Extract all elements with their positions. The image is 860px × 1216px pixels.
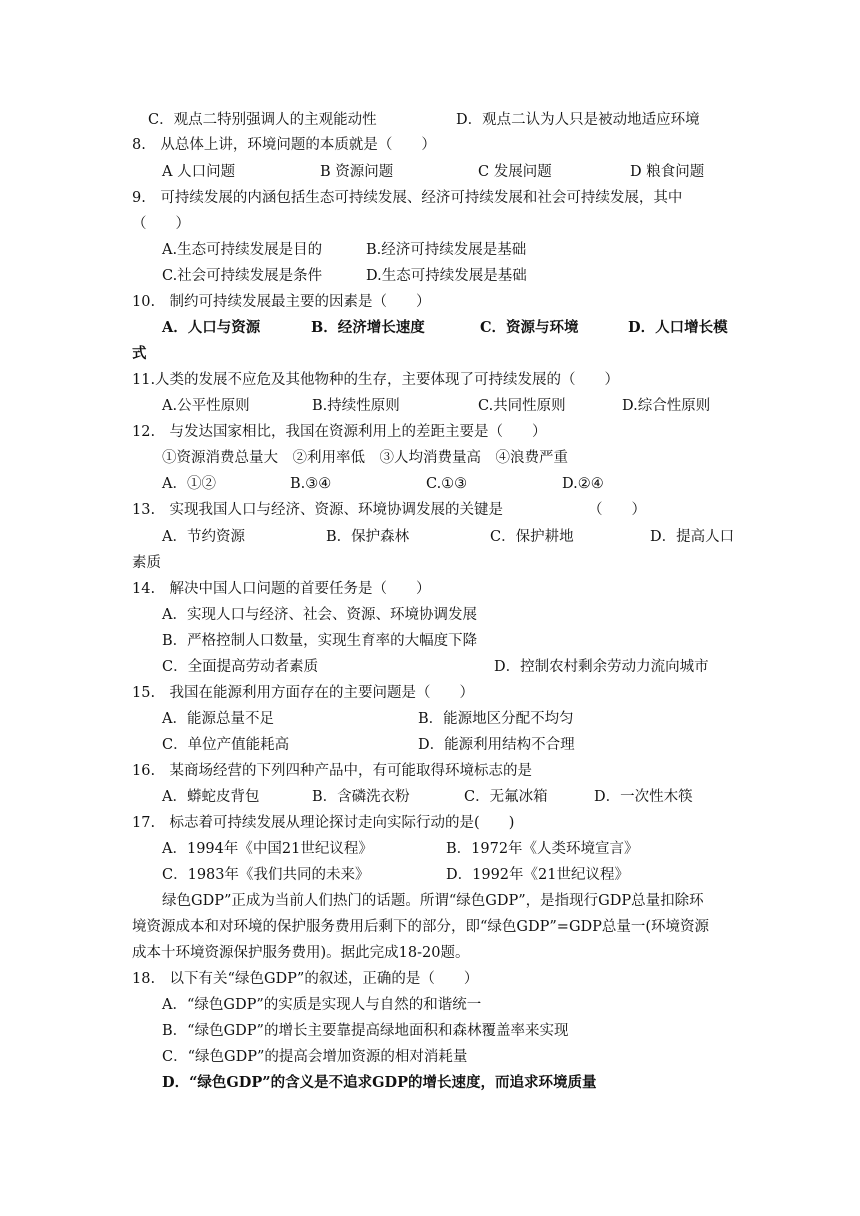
q7-option-c: C．观点二特别强调人的主观能动性 [148, 112, 377, 128]
q18-option-a: A．“绿色GDP”的实质是实现人与自然的和谐统一 [162, 997, 482, 1013]
q10-option-c: C．资源与环境 [480, 319, 579, 336]
q8-option-b: B 资源问题 [320, 164, 394, 180]
q13-option-b: B．保护森林 [326, 529, 410, 545]
q8-option-c: C 发展问题 [478, 164, 552, 180]
q11-option-b: B.持续性原则 [312, 398, 400, 414]
q11-option-d: D.综合性原则 [622, 398, 711, 414]
q8-option-d: D 粮食问题 [630, 164, 705, 180]
q9-option-c: C.社会可持续发展是条件 [162, 268, 323, 284]
passage-line-1: 绿色GDP”正成为当前人们热门的话题。所谓“绿色GDP”，是指现行GDP总量扣除环 [162, 893, 704, 909]
q9-stem-line-2: （ ） [132, 216, 190, 232]
passage-line-2: 境资源成本和对环境的保护服务费用后剩下的部分，即“绿色GDP”=GDP总量一(环境资源 [132, 919, 710, 935]
q15-option-c: C．单位产值能耗高 [162, 737, 290, 753]
q15-option-a: A．能源总量不足 [162, 711, 274, 727]
q10-option-d-wrap: 式 [132, 345, 147, 362]
q13-option-a: A．节约资源 [162, 529, 245, 545]
q18-option-d: D．“绿色GDP”的含义是不追求GDP的增长速度，而追求环境质量 [162, 1074, 597, 1091]
q16-stem: 16. 某商场经营的下列四种产品中，有可能取得环境标志的是 [132, 763, 533, 779]
q13-stem: 13. 实现我国人口与经济、资源、环境协调发展的关键是 [132, 502, 504, 518]
q13-option-d: D．提高人口 [650, 529, 735, 545]
q16-option-c: C．无氟冰箱 [464, 789, 548, 805]
q17-stem: 17. 标志着可持续发展从理论探讨走向实际行动的是( ) [132, 815, 515, 831]
q14-option-b: B．严格控制人口数量，实现生育率的大幅度下降 [162, 633, 478, 649]
q17-option-b: B．1972年《人类环境宣言》 [446, 841, 639, 857]
q15-option-d: D．能源利用结构不合理 [418, 737, 575, 753]
q16-option-d: D．一次性木筷 [594, 789, 693, 805]
q14-option-c: C．全面提高劳动者素质 [162, 659, 319, 675]
q8-stem: 8. 从总体上讲，环境问题的本质就是（ ） [132, 137, 436, 153]
q9-option-b: B.经济可持续发展是基础 [366, 242, 527, 258]
q10-option-d: D．人口增长模 [628, 319, 728, 336]
q10-option-a: A．人口与资源 [162, 319, 261, 336]
q8-option-a: A 人口问题 [162, 164, 236, 180]
q15-stem: 15. 我国在能源利用方面存在的主要问题是（ ） [132, 685, 475, 701]
q12-stem: 12. 与发达国家相比，我国在资源利用上的差距主要是（ ） [132, 424, 547, 440]
q13-option-c: C．保护耕地 [490, 529, 574, 545]
q14-option-a: A．实现人口与经济、社会、资源、环境协调发展 [162, 607, 477, 623]
q9-option-d: D.生态可持续发展是基础 [366, 268, 527, 284]
q9-stem-line-1: 9. 可持续发展的内涵包括生态可持续发展、经济可持续发展和社会可持续发展，其中 [132, 190, 683, 206]
q18-option-b: B．“绿色GDP”的增长主要靠提高绿地面积和森林覆盖率来实现 [162, 1023, 569, 1039]
q13-answer-paren: （ ） [588, 502, 646, 518]
q17-option-a: A．1994年《中国21世纪议程》 [162, 841, 373, 857]
q18-stem: 18. 以下有关“绿色GDP”的叙述，正确的是（ ） [132, 971, 479, 987]
q16-option-a: A．蟒蛇皮背包 [162, 789, 260, 805]
q11-stem: 11.人类的发展不应危及其他物种的生存，主要体现了可持续发展的（ ） [132, 372, 620, 388]
q18-option-c: C．“绿色GDP”的提高会增加资源的相对消耗量 [162, 1049, 468, 1065]
q13-option-d-wrap: 素质 [132, 555, 161, 571]
q9-option-a: A.生态可持续发展是目的 [162, 242, 323, 258]
q12-option-d: D.②④ [562, 476, 604, 492]
q12-option-c: C.①③ [426, 476, 468, 492]
q10-stem: 10. 制约可持续发展最主要的因素是（ ） [132, 294, 431, 310]
q11-option-a: A.公平性原则 [162, 398, 250, 414]
q12-items: ①资源消费总量大 ②利用率低 ③人均消费量高 ④浪费严重 [162, 450, 568, 466]
q17-option-d: D．1992年《21世纪议程》 [446, 867, 629, 883]
q12-option-b: B.③④ [290, 476, 332, 492]
q17-option-c: C．1983年《我们共同的未来》 [162, 867, 370, 883]
q14-stem: 14. 解决中国人口问题的首要任务是（ ） [132, 581, 431, 597]
q10-option-b: B．经济增长速度 [311, 319, 425, 336]
passage-line-3: 成本十环境资源保护服务费用)。据此完成18-20题。 [132, 945, 470, 961]
q14-option-d: D．控制农村剩余劳动力流向城市 [494, 659, 709, 675]
q11-option-c: C.共同性原则 [478, 398, 566, 414]
q12-option-a: A．①② [162, 476, 216, 492]
q7-option-d: D．观点二认为人只是被动地适应环境 [456, 112, 700, 128]
q16-option-b: B．含磷洗衣粉 [312, 789, 410, 805]
q15-option-b: B．能源地区分配不均匀 [418, 711, 574, 727]
